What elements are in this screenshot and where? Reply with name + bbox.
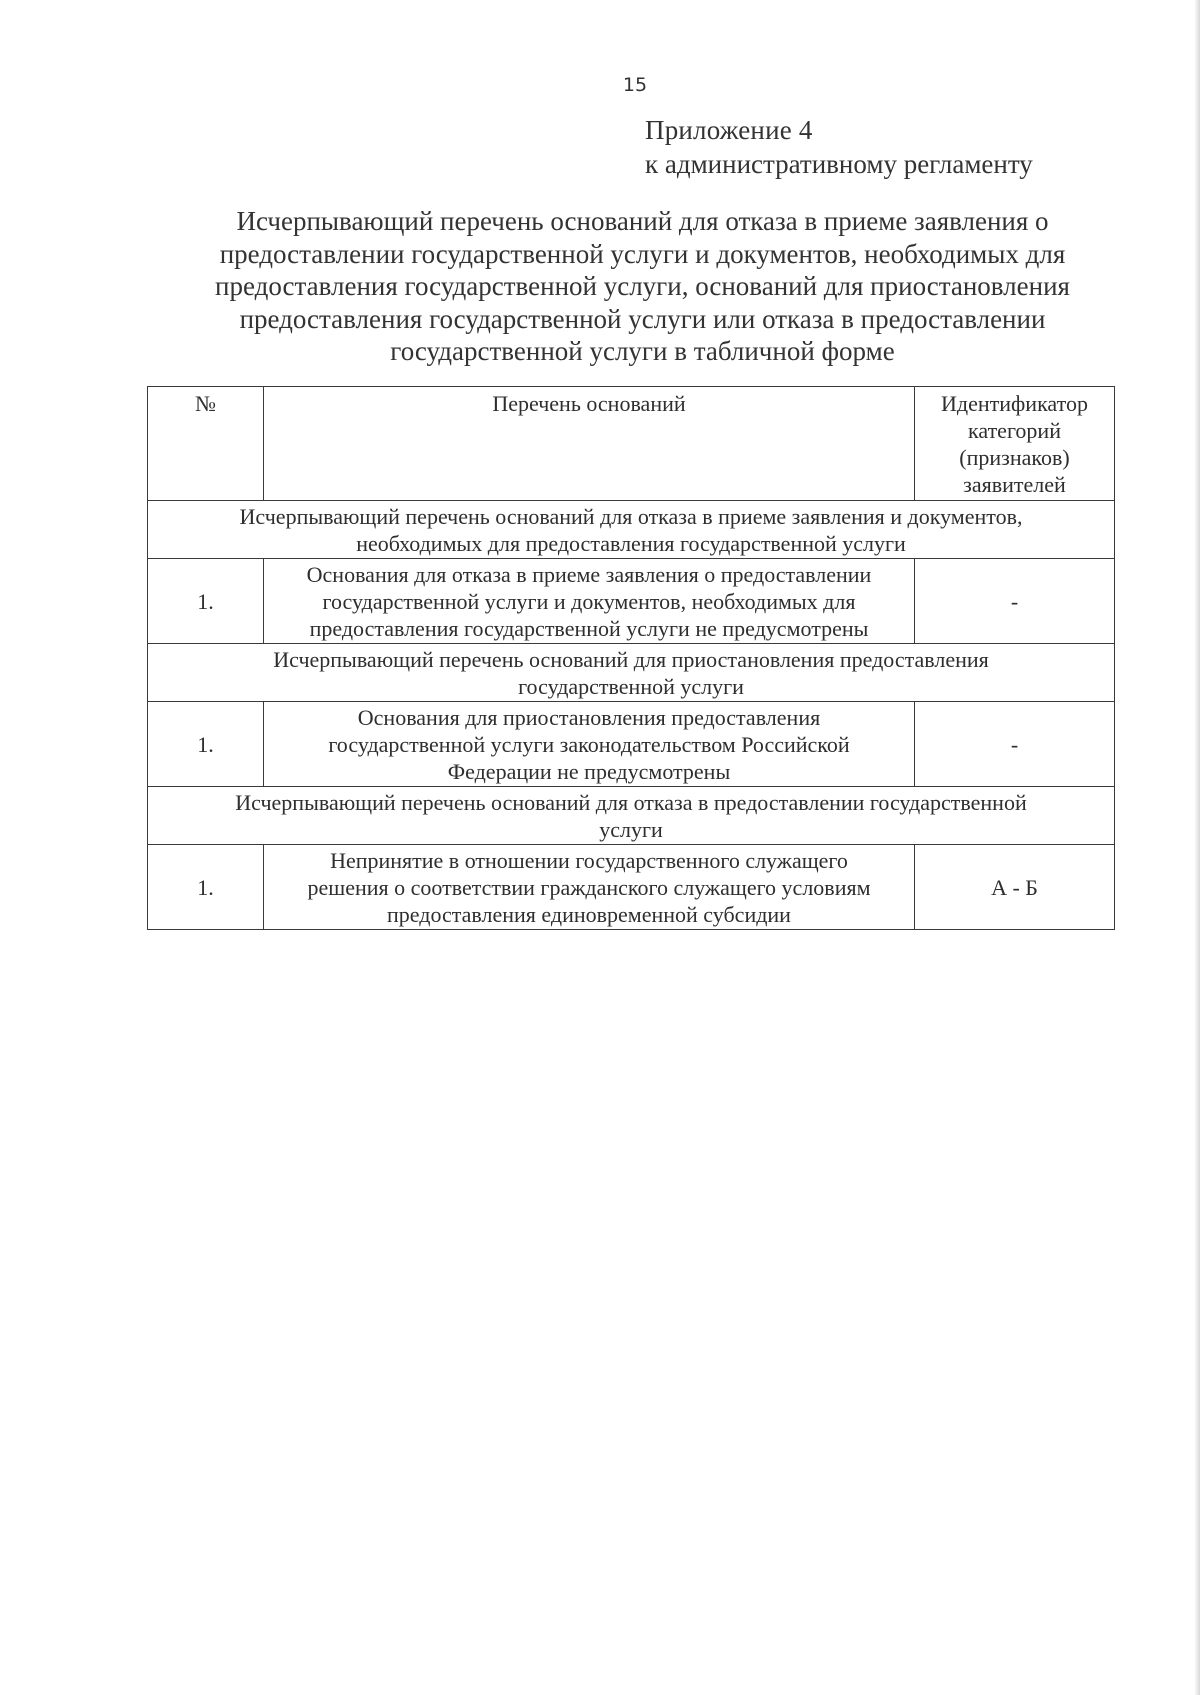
row-text-line: решения о соответствии гражданского служащего условиям <box>307 874 871 900</box>
row-text-line: предоставления единовременной субсидии <box>387 901 791 927</box>
header-number: № <box>148 387 264 501</box>
header-identifier-line: (признаков) <box>959 445 1070 470</box>
section-title <box>148 787 1115 845</box>
table-row <box>148 702 1115 787</box>
table-row <box>148 559 1115 644</box>
row-text-line: Непринятие в отношении государственного служащего <box>330 847 848 873</box>
row-identifier: - <box>915 702 1115 787</box>
row-text-line: государственной услуги и документов, необходимых для <box>322 588 856 614</box>
section-title-line: государственной услуги <box>518 674 744 699</box>
row-number: 1. <box>148 559 264 644</box>
section-title-line: Исчерпывающий перечень оснований для приостановления предоставления <box>273 647 989 672</box>
document-title-line: государственной услуги в табличной форме <box>390 336 895 366</box>
section-title-line: услуги <box>599 817 663 842</box>
header-identifier-line: Идентификатор <box>941 391 1088 416</box>
row-identifier: А - Б <box>915 845 1115 930</box>
section-title-line: необходимых для предоставления государственной услуги <box>356 531 906 556</box>
row-text-line: предоставления государственной услуги не предусмотрены <box>309 615 869 641</box>
row-number: 1. <box>148 845 264 930</box>
section-title-row <box>148 644 1115 702</box>
table-row <box>148 845 1115 930</box>
section-title <box>148 644 1115 702</box>
document-title-line: предоставлении государственной услуги и документов, необходимых для <box>219 238 1066 269</box>
row-text-line: государственной услуги законодательством Российской <box>328 731 850 757</box>
row-text-line: Основания для отказа в приеме заявления о предоставлении <box>306 561 872 587</box>
header-identifier-line: заявителей <box>963 472 1066 497</box>
section-title-line: Исчерпывающий перечень оснований для отказа в приеме заявления и документов, <box>239 504 1023 529</box>
header-grounds: Перечень оснований <box>264 387 915 501</box>
section-title-row <box>148 501 1115 559</box>
appendix-heading <box>645 113 1033 181</box>
page-edge-shadow <box>1194 0 1200 1695</box>
grounds-table <box>147 386 1115 930</box>
appendix-title: Приложение 4 <box>645 115 813 145</box>
document-title-line: предоставления государственной услуги, оснований для приостановления <box>215 271 1070 301</box>
section-title-line: Исчерпывающий перечень оснований для отказа в предоставлении государственной <box>235 790 1027 815</box>
section-title <box>148 501 1115 559</box>
section-title-row <box>148 787 1115 845</box>
row-grounds-text <box>264 559 915 644</box>
table-header-row <box>148 387 1115 501</box>
row-text-line: Федерации не предусмотрены <box>447 758 731 784</box>
header-identifier <box>915 387 1115 501</box>
page-number: 15 <box>622 74 648 96</box>
row-grounds-text <box>264 845 915 930</box>
document-title-line: Исчерпывающий перечень оснований для отказа в приеме заявления о <box>236 206 1049 236</box>
appendix-subtitle: к административному регламенту <box>645 149 1033 179</box>
document-title-line: предоставления государственной услуги или отказа в предоставлении <box>239 303 1046 334</box>
row-identifier: - <box>915 559 1115 644</box>
row-number: 1. <box>148 702 264 787</box>
header-identifier-line: категорий <box>968 418 1061 443</box>
row-grounds-text <box>264 702 915 787</box>
row-text-line: Основания для приостановления предоставления <box>357 704 821 730</box>
document-title <box>150 205 1135 368</box>
